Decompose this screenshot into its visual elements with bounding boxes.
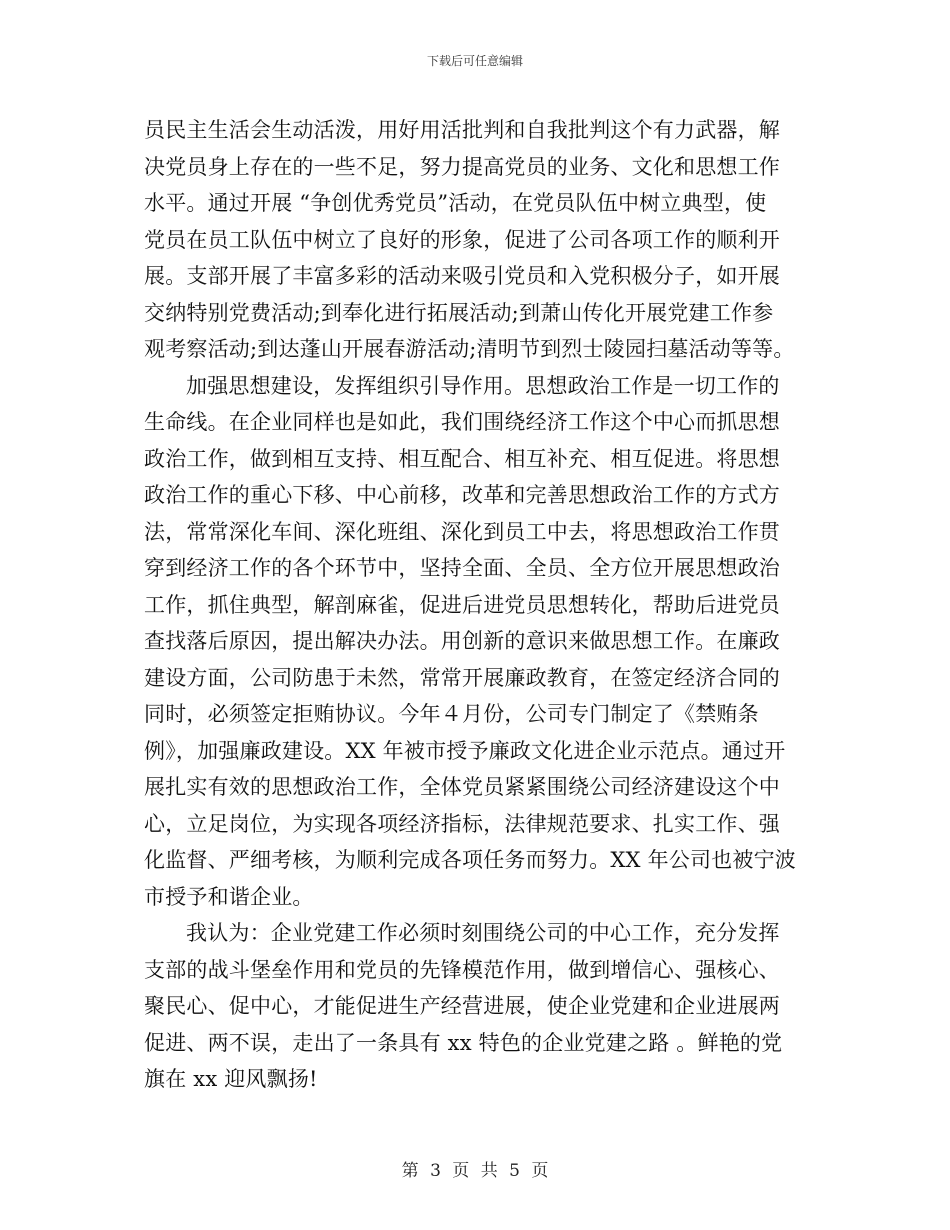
text-line: 穿到经济工作的各个环节中，坚持全面、全员、全方位开展思想政治 [144, 556, 780, 580]
text-line: 促进、两不误，走出了一条具有 xx 特色的企业党建之路 。鲜艳的党 [144, 1030, 783, 1055]
paragraph-2 [144, 368, 824, 916]
text-line: 展。支部开展了丰富多彩的活动来吸引党员和入党积极分子，如开展 [144, 264, 780, 288]
text-line: 党员在员工队伍中树立了良好的形象，促进了公司各项工作的顺利开 [144, 227, 780, 252]
text-line: 政治工作的重心下移、中心前移，改革和完善思想政治工作的方式方 [144, 483, 780, 507]
paragraph-3 [144, 915, 824, 1098]
text-line: 化监督、严细考核，为顺利完成各项任务而努力。XX 年公司也被宁波 [144, 848, 796, 872]
text-line: 工作，抓住典型，解剖麻雀，促进后进党员思想转化，帮助后进党员 [144, 592, 780, 617]
text-line: 交纳特别党费活动;到奉化进行拓展活动;到萧山传化开展党建工作参 [144, 300, 774, 325]
text-line: 建设方面，公司防患于未然，常常开展廉政教育，在签定经济合同的 [144, 665, 780, 690]
text-line: 加强思想建设，发挥组织引导作用。思想政治工作是一切工作的 [186, 373, 780, 398]
text-line: 例》，加强廉政建设。XX 年被市授予廉政文化进企业示范点。通过开 [144, 738, 786, 763]
text-line: 查找落后原因，提出解决办法。用创新的意识来做思想工作。在廉政 [144, 629, 780, 653]
text-line: 政治工作，做到相互支持、相互配合、相互补充、相互促进。将思想 [144, 446, 780, 471]
text-line: 支部的战斗堡垒作用和党员的先锋模范作用，做到增信心、强核心、 [144, 957, 780, 982]
text-line: 员民主生活会生动活泼，用好用活批判和自我批判这个有力武器，解 [144, 118, 780, 142]
text-line: 同时，必须签定拒贿协议。今年４月份，公司专门制定了《禁贿条 [144, 702, 759, 726]
text-line: 生命线。在企业同样也是如此，我们围绕经济工作这个中心而抓思想 [144, 410, 780, 434]
page-header: 下载后可任意编辑 [426, 54, 523, 68]
page-number: 第 3 页 共 5 页 [401, 1161, 549, 1181]
text-line: 旗在 xx 迎风飘扬! [144, 1067, 318, 1091]
text-line: 我认为：企业党建工作必须时刻围绕公司的中心工作，充分发挥 [186, 921, 780, 945]
paragraph-1 [144, 112, 824, 368]
text-line: 市授予和谐企业。 [144, 884, 314, 909]
text-line: 观考察活动;到达蓬山开展春游活动;清明节到烈士陵园扫墓活动等等。 [144, 337, 795, 361]
text-line: 法，常常深化车间、深化班组、深化到员工中去，将思想政治工作贯 [144, 519, 780, 544]
text-line: 水平。通过开展 “争创优秀党员”活动，在党员队伍中树立典型，使 [144, 191, 767, 215]
text-line: 展扎实有效的思想政治工作，全体党员紧紧围绕公司经济建设这个中 [144, 775, 780, 799]
text-line: 心，立足岗位，为实现各项经济指标，法律规范要求、扎实工作、强 [144, 811, 780, 836]
text-line: 决党员身上存在的一些不足，努力提高党员的业务、文化和思想工作 [144, 154, 780, 179]
text-line: 聚民心、促中心，才能促进生产经营进展，使企业党建和企业进展两 [144, 994, 780, 1018]
document-body [144, 112, 824, 1098]
